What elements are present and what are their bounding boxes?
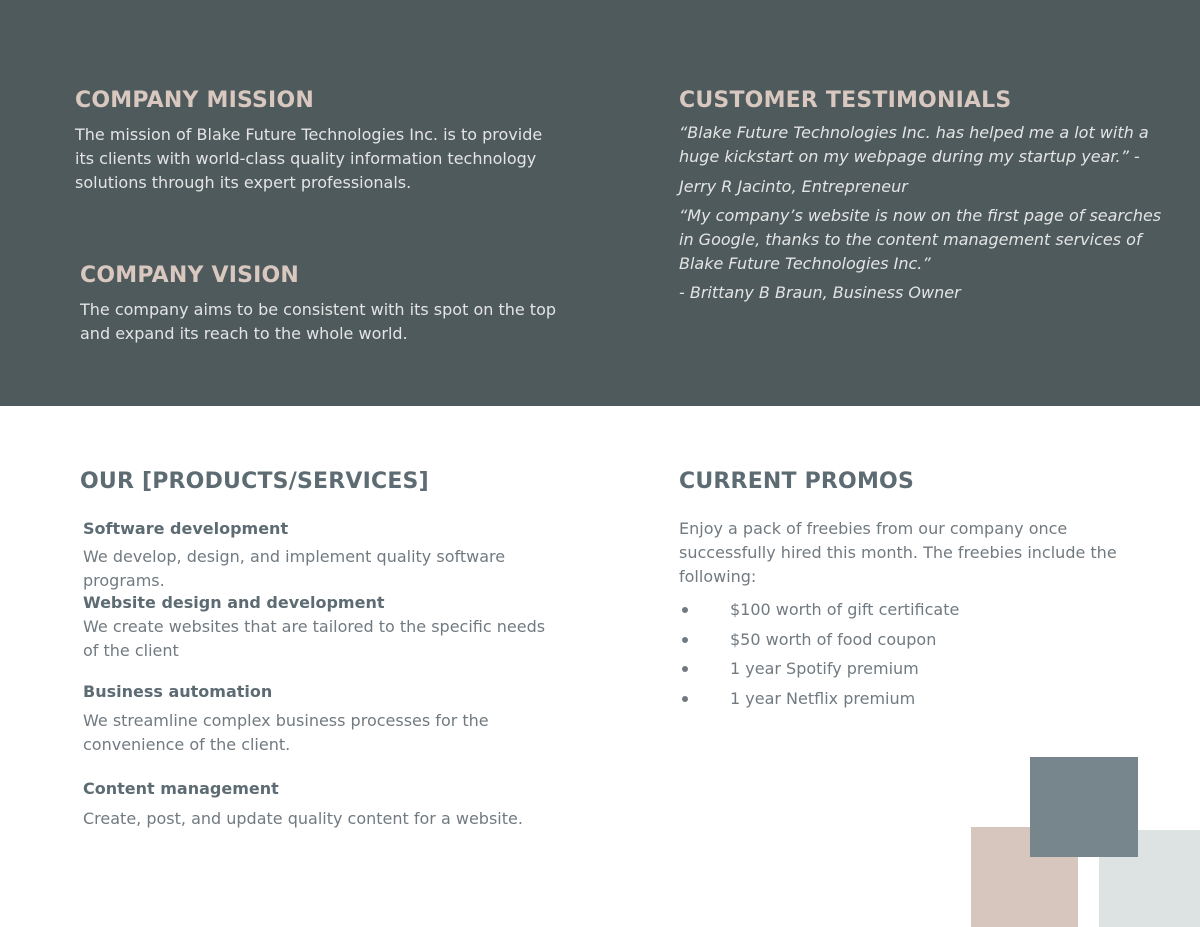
service-title: Website design and development [83, 593, 385, 612]
service-title: Business automation [83, 682, 273, 701]
bullet-icon [682, 666, 688, 672]
promo-item-text: 1 year Spotify premium [730, 659, 919, 678]
service-title: Content management [83, 779, 279, 798]
testimonials-heading: CUSTOMER TESTIMONIALS [679, 88, 1012, 113]
promos-list [680, 599, 1160, 717]
vision-section [80, 263, 580, 346]
list-item [680, 599, 1160, 629]
service-desc: We create websites that are tailored to the specific needs of the client [83, 617, 546, 660]
bullet-icon [682, 607, 688, 613]
service-desc: We develop, design, and implement quality software programs. [83, 547, 506, 590]
list-item [680, 658, 1160, 688]
service-item [83, 778, 563, 831]
promo-item-text: $50 worth of food coupon [730, 629, 937, 649]
service-title: Software development [83, 519, 289, 538]
vision-body: The company aims to be consistent with its spot on the top and expand its reach to the whole world. [80, 300, 557, 343]
service-item [83, 518, 563, 593]
list-item [680, 688, 1160, 718]
promos-heading: CURRENT PROMOS [679, 469, 915, 494]
mission-body: The mission of Blake Future Technologies Inc. is to provide its clients with world-class quality information technology solutions through its expert professionals. [75, 125, 543, 192]
vision-heading: COMPANY VISION [80, 263, 300, 288]
services-section [80, 469, 580, 494]
service-item [83, 592, 563, 663]
testimonial-author-2: - Brittany B Braun, Business Owner [679, 283, 961, 302]
bullet-icon [682, 637, 688, 643]
service-desc: Create, post, and update quality content for a website. [83, 809, 523, 828]
service-item [83, 681, 563, 757]
testimonials-section [679, 88, 1169, 305]
list-item [680, 629, 1160, 659]
promo-item-text: $100 worth of gift certificate [730, 600, 960, 619]
services-heading: OUR [PRODUCTS/SERVICES] [80, 469, 429, 494]
promo-item-text: 1 year Netflix premium [730, 688, 916, 708]
top-band [0, 0, 1200, 406]
mission-section [75, 88, 575, 195]
testimonial-quote-2: “My company’s website is now on the first page of searches in Google, thanks to the content management services of Blake Future Technologies Inc.” [679, 206, 1162, 273]
mission-heading: COMPANY MISSION [75, 88, 314, 113]
bullet-icon [682, 696, 688, 702]
testimonial-quote-1: “Blake Future Technologies Inc. has helped me a lot with a huge kickstart on my webpage during my startup year.” - [679, 123, 1149, 166]
testimonial-author-1: Jerry R Jacinto, Entrepreneur [679, 177, 908, 196]
decor-square-gray [1030, 757, 1138, 857]
promos-intro: Enjoy a pack of freebies from our company once successfully hired this month. The freebies include the following: [679, 519, 1117, 586]
promos-section [679, 469, 1159, 589]
service-desc: We streamline complex business processes for the convenience of the client. [83, 711, 489, 754]
